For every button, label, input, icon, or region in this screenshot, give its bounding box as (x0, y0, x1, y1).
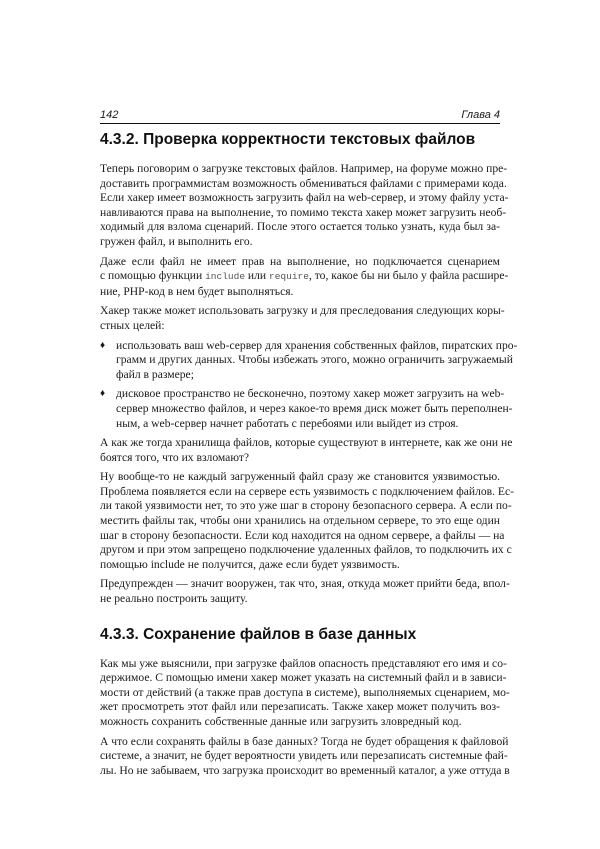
paragraph (100, 436, 513, 465)
text-line: доставить программистам возможность обмениваться файлами с примерами кода. (100, 176, 507, 190)
text-line: использовать ваш web-сервер для хранения собственных файлов, пиратских про- (116, 338, 518, 352)
text-line: Ну вообще-то не каждый загруженный файл сразу же становится уязвимостью. (100, 470, 500, 484)
running-header (100, 108, 500, 122)
paragraph (100, 656, 510, 730)
section-heading: 4.3.3. Сохранение файлов в базе данных (100, 625, 417, 643)
text-line: Проблема появляется если на сервере есть уязвимость с подключением файлов. Ес- (100, 484, 515, 498)
text-line: грамм и других данных. Чтобы избежать этого, можно ограничить загружаемый (116, 353, 513, 367)
text-line: Предупрежден — значит вооружен, так что, зная, откуда может прийти беда, впол- (100, 577, 510, 591)
text: , то, какое бы ни было у файла расшире- (308, 269, 509, 283)
text-line: помощью include не получится, даже если будет уязвимость. (100, 557, 400, 571)
bullet-item (100, 387, 513, 431)
chapter-label: Глава 4 (461, 109, 500, 121)
bullet-text (116, 338, 518, 383)
text-line: Даже если файл не имеет прав на выполнение, но подключается сценарием (100, 254, 500, 268)
diamond-bullet-icon: ♦ (100, 339, 106, 351)
page-number: 142 (100, 109, 119, 121)
text-line: А как же тогда хранилища файлов, которые существуют в интернете, как же они не (100, 436, 513, 450)
bullet-text (116, 387, 513, 431)
diamond-bullet-icon: ♦ (100, 388, 106, 400)
bullet-item (100, 338, 518, 383)
text-line: жет просмотреть этот файл или перезаписать. Также хакер может получить воз- (100, 700, 500, 714)
text-line: не реально построить защиту. (100, 592, 248, 606)
header-rule (100, 123, 500, 124)
code-include: include (205, 271, 246, 283)
text-line: Теперь поговорим о загрузке текстовых файлов. Например, на форуме можно пре- (100, 162, 508, 175)
paragraph (100, 470, 515, 572)
text-line: местить файлы так, чтобы они хранились на отдельном сервере, то это еще один (100, 514, 500, 528)
text-line (100, 269, 509, 285)
text-line: боятся того, что их взломают? (100, 450, 250, 464)
text-line: А что если сохранять файлы в базе данных? Тогда не будет обращения к файловой (100, 734, 509, 748)
text-line: можность сохранить собственные данные или загрузить зловредный код. (100, 715, 462, 728)
text-line: системе, а значит, не будет вероятности увидеть или перезаписать системные фай- (100, 749, 508, 763)
text-line: ходимый для взлома сценарий. После этого остается только узнать, куда был за- (100, 220, 500, 234)
text-line: стных целей: (100, 318, 165, 332)
text-line: ли такой уязвимости нет, то это уже шаг в сторону безопасного сервера. А если по- (100, 499, 512, 513)
text-line: файл в размере; (116, 367, 194, 381)
text-line: Если хакер имеет возможность загрузить файл на web-сервер, и этому файлу уста- (100, 191, 509, 205)
text-line: сервер множество файлов, и через какое-то время диск может быть переполнен- (116, 401, 513, 415)
text-line: гружен файл, и выполнить его. (100, 234, 253, 248)
text-line: Хакер также может использовать загрузку и для преследования следующих коры- (100, 304, 505, 318)
text: или (245, 269, 270, 283)
text-line: держимое. С помощью имени хакер может указать на системный файл и в зависи- (100, 671, 507, 685)
paragraph (100, 577, 510, 606)
text-line: навливаются права на выполнение, то помимо текста хакер может загрузить необ- (100, 205, 507, 219)
text-line: мости от действий (а также прав доступа в системе), выполняемых сценарием, мо- (100, 685, 510, 699)
paragraph (100, 304, 505, 333)
text-line: другом и при этом запрещено подключение удаленных файлов, то подключить их с (100, 543, 512, 557)
text-line: лы. Но не забываем, что загрузка происходит во временный каталог, а уже оттуда в (100, 763, 510, 777)
paragraph (100, 254, 509, 300)
paragraph (100, 734, 510, 779)
text-line: ние, PHP-код в нем будет выполняться. (100, 284, 294, 298)
code-require: require (269, 271, 309, 283)
book-page (100, 108, 518, 783)
text: с помощью функции (100, 269, 206, 283)
text-line: ным, а web-сервер начнет работать с перебоями или выйдет из строя. (116, 416, 459, 430)
text-line: Как мы уже выяснили, при загрузке файлов опасность представляют его имя и со- (100, 656, 507, 670)
text-line: шаг в сторону безопасности. Если код находится на одном сервере, а файлы — на (100, 528, 505, 542)
text-line: дисковое пространство не бесконечно, поэтому хакер может загрузить на web- (116, 387, 505, 401)
section-heading: 4.3.2. Проверка корректности текстовых файлов (100, 131, 476, 148)
paragraph (100, 162, 509, 250)
